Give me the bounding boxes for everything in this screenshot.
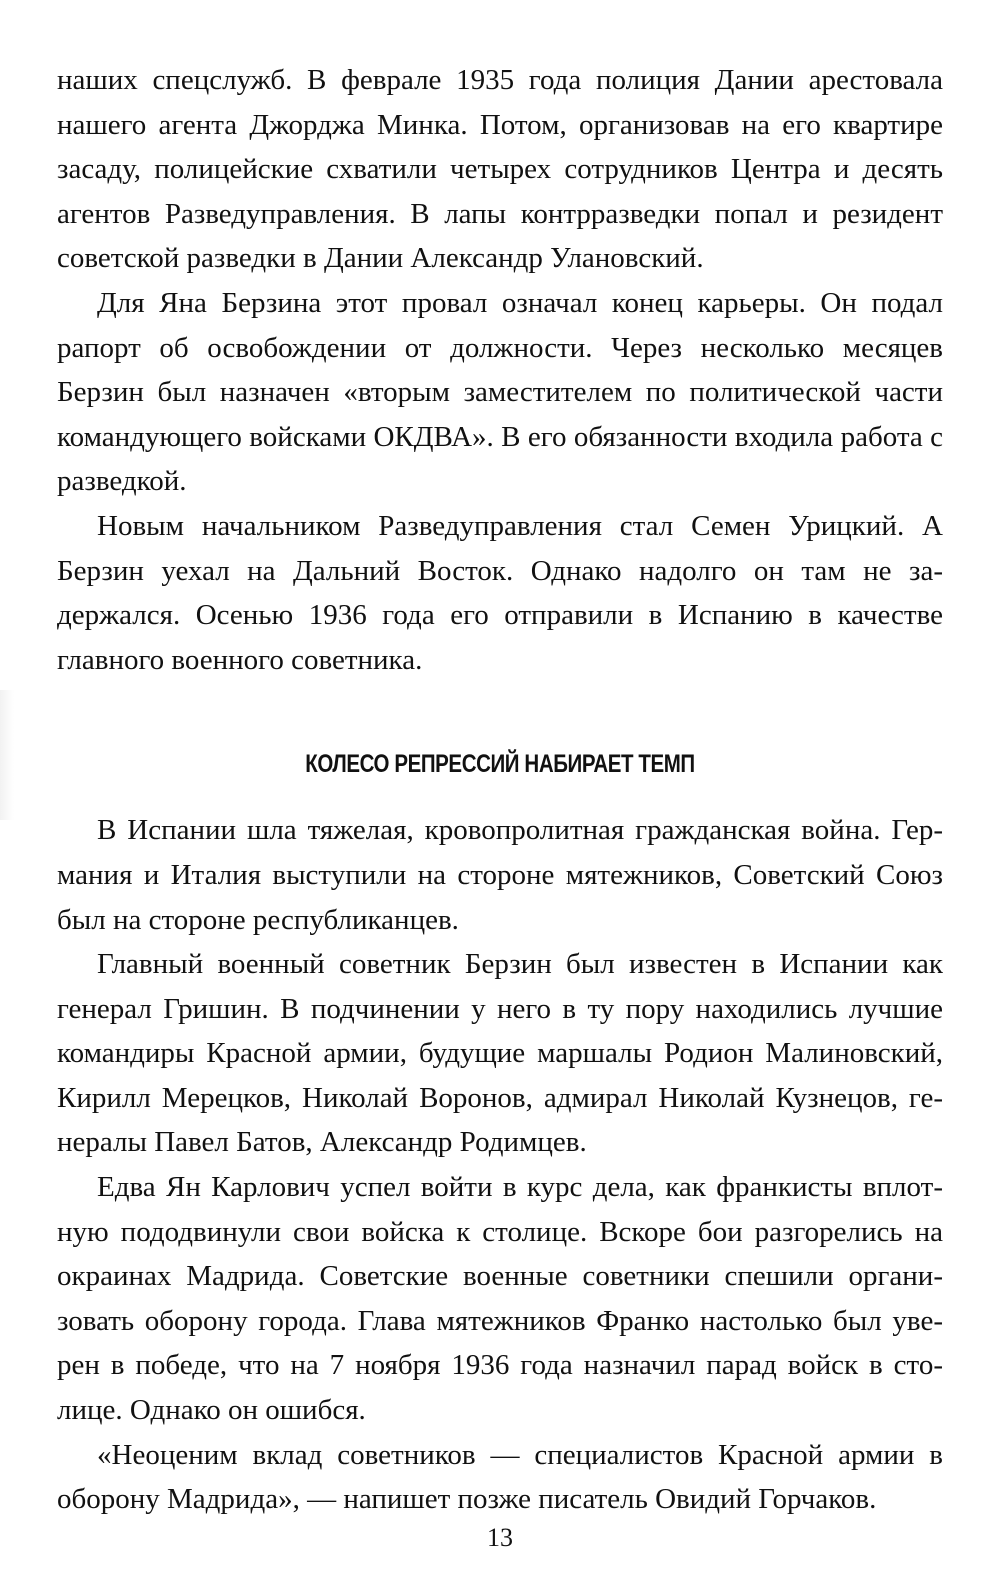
book-page <box>57 58 943 1522</box>
page-number: 13 <box>487 1523 513 1552</box>
paragraph: Новым начальником Разведуправления стал Семен Урицкий. А Берзин уехал на Дальний Восток. Однако надолго он там не задержался. Осенью 1936 года его отправили в Испанию в качестве главного военного советника. <box>57 509 943 676</box>
paragraph: В Испании шла тяжелая, кровопролитная гражданская война. Германия и Италия выступили на стороне мятежников, Советский Союз был на стороне республиканцев. <box>57 814 943 936</box>
paragraph: Едва Ян Карлович успел войти в курс дела, как франкисты вплотную пододвинули свои войска к столице. Вскоре бои разгорелись на окраинах Мадрида. Советские военные советники спешили организовать оборону города. Глава мятежников Франко настолько был уверен в победе, что на 7 ноября 1936 года назначил парад войск в столице. Однако он ошибся. <box>57 1171 943 1427</box>
section-gap <box>57 682 943 742</box>
section-heading: КОЛЕСО РЕПРЕССИЙ НАБИРАЕТ ТЕМП <box>305 750 695 779</box>
paragraph: Для Яна Берзина этот провал означал конец карьеры. Он подал рапорт об освобождении от должности. Через несколько месяцев Берзин был назначен «вторым заместителем по политической части командующего войсками ОКДВА». В его обязанности входила работа с разведкой. <box>57 286 943 498</box>
section-gap <box>57 786 943 808</box>
paragraph-continuation: наших спецслужб. В феврале 1935 года полиция Дании арестовала нашего агента Джорджа Минка. Потом, организовав на его квартире засаду, полицейские схватили четырех сотрудников Центра и десять агентов Разведуправления. В лапы контрразведки попал и резидент советской разведки в Дании Александр Улановский. <box>57 64 943 275</box>
paragraph: «Неоценим вклад советников — специалистов Красной армии в оборону Мадрида», — напишет позже писатель Овидий Горчаков. <box>57 1438 943 1516</box>
paragraph: Главный военный советник Берзин был известен в Испании как генерал Гришин. В подчинении у него в ту пору находились лучшие командиры Красной армии, будущие маршалы Родион Малиновский, Кирилл Мерецков, Николай Воронов, адмирал Николай Кузнецов, генералы Павел Батов, Александр Родимцев. <box>57 948 943 1159</box>
scan-edge-shadow <box>0 690 14 820</box>
